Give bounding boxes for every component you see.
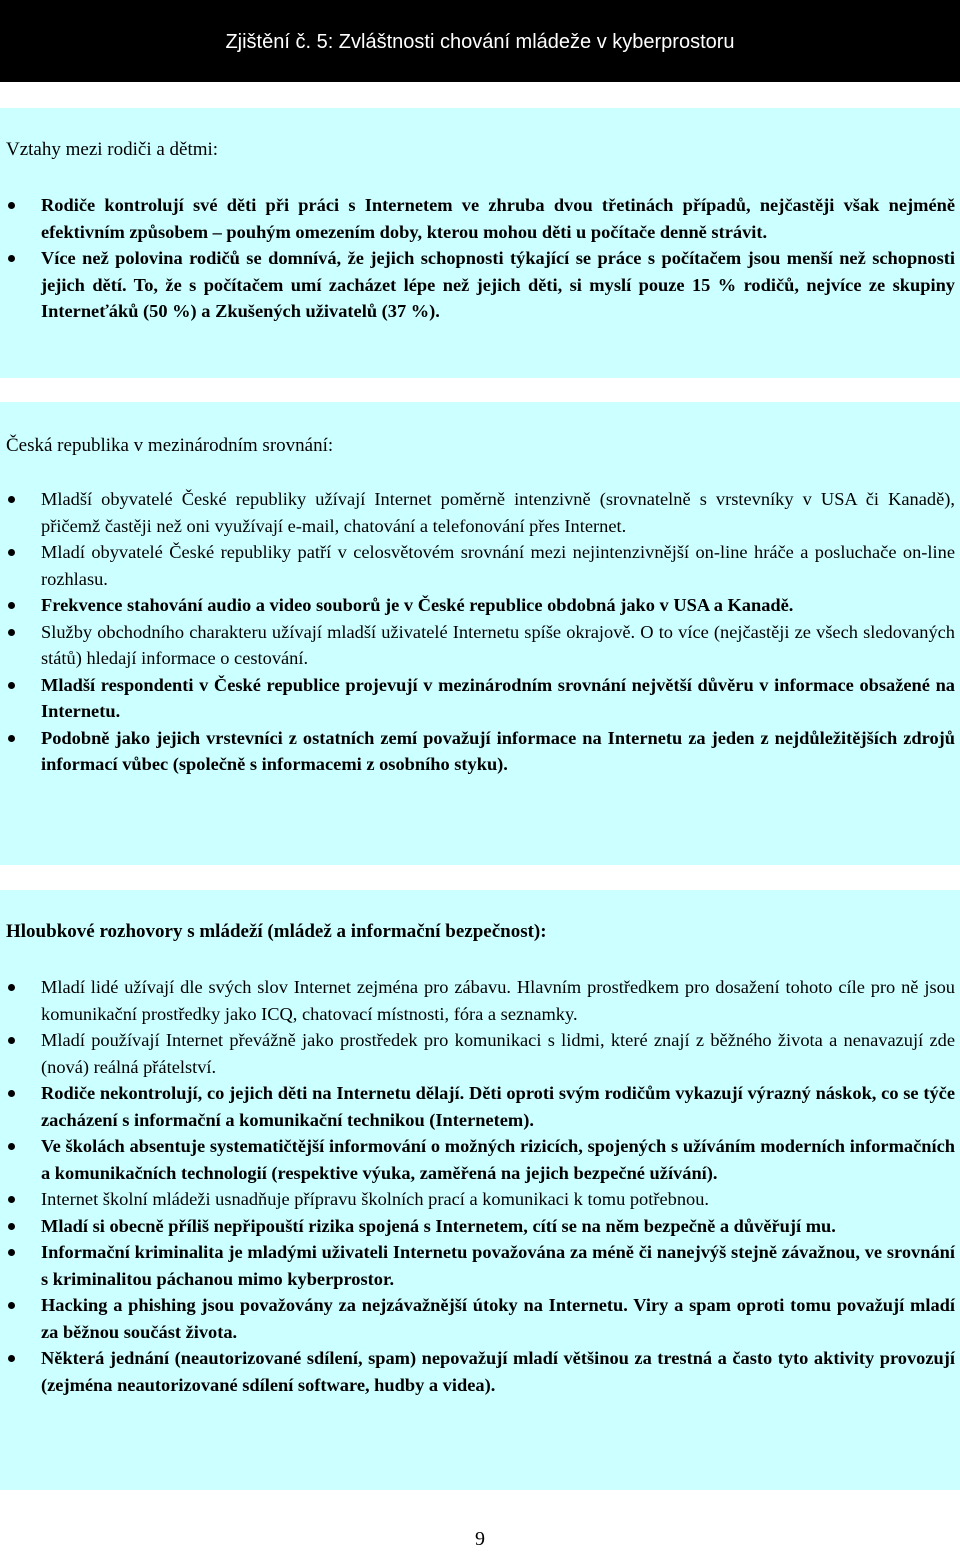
list-item: Mladí lidé užívají dle svých slov Internet zejména pro zábavu. Hlavním prostředkem pro dosažení tohoto cíle pro ně jsou komunikační prostředky jako ICQ, chatovací místnosti, fóra a seznamky. — [0, 974, 960, 1027]
list-item: Mladí používají Internet převážně jako prostředek pro komunikaci s lidmi, které znají z běžného života a nenavazují zde (nová) reálná přátelství. — [0, 1027, 960, 1080]
bullet-icon — [8, 602, 15, 609]
bullet-icon — [8, 984, 15, 991]
page-title: Zjištění č. 5: Zvláštnosti chování mládeže v kyberprostoru — [225, 31, 735, 53]
section-heading: Česká republika v mezinárodním srovnání: — [6, 435, 334, 456]
section-in-depth-interviews — [0, 890, 960, 1490]
bullet-icon — [8, 549, 15, 556]
bullet-icon — [8, 629, 15, 636]
list-item: Některá jednání (neautorizované sdílení, spam) nepovažují mladí většinou za trestná a často tyto aktivity provozují (zejména neautorizované sdílení software, hudby a videa). — [0, 1345, 960, 1398]
list-item: Ve školách absentuje systematičtější informování o možných rizicích, spojených s užíváním moderních informačních a komunikačních technologií (respektive výuka, zaměřená na jejich bezpečné užívání). — [0, 1133, 960, 1186]
bullet-icon — [8, 1196, 15, 1203]
list-item: Více než polovina rodičů se domnívá, že jejich schopnosti týkající se práce s počítačem jsou menší než schopnosti jejich dětí. To, že s počítačem umí zacházet lépe než jejich děti, si myslí pouze 15 % rodičů, nejvíce ze skupiny Interneťáků (50 %) a Zkušených uživatelů (37 %). — [0, 245, 960, 325]
section-parents-children — [0, 108, 960, 378]
bullet-icon — [8, 735, 15, 742]
list-item: Mladí si obecně příliš nepřipouští rizika spojená s Internetem, cítí se na něm bezpečně a důvěřují mu. — [0, 1213, 960, 1240]
page-number: 9 — [475, 1528, 485, 1550]
section-international-comparison — [0, 402, 960, 865]
list-item: Mladí obyvatelé České republiky patří v celosvětovém srovnání mezi nejintenzivnější on-line hráče a posluchače on-line rozhlasu. — [0, 539, 960, 592]
list-item: Mladší respondenti v České republice projevují v mezinárodním srovnání největší důvěru v informace obsažené na Internetu. — [0, 672, 960, 725]
bullet-icon — [8, 1090, 15, 1097]
list-item: Rodiče kontrolují své děti při práci s Internetem ve zhruba dvou třetinách případů, nejčastěji však nejméně efektivním způsobem – pouhým omezením doby, kterou mohou děti u počítače denně strávit. — [0, 192, 960, 245]
bullet-icon — [8, 496, 15, 503]
list-item: Služby obchodního charakteru užívají mladší uživatelé Internetu spíše okrajově. O to více (nejčastěji ze všech sledovaných států) hledají informace o cestování. — [0, 619, 960, 672]
bullet-list — [0, 486, 960, 778]
list-item: Podobně jako jejich vrstevníci z ostatních zemí považují informace na Internetu za jeden z nejdůležitějších zdrojů informací vůbec (společně s informacemi z osobního styku). — [0, 725, 960, 778]
section-heading: Vztahy mezi rodiči a dětmi: — [6, 139, 219, 160]
bullet-icon — [8, 1037, 15, 1044]
title-bar — [0, 0, 960, 82]
list-item: Mladší obyvatelé České republiky užívají Internet poměrně intenzivně (srovnatelně s vrstevníky v USA či Kanadě), přičemž častěji než oni využívají e-mail, chatování a telefonování přes Internet. — [0, 486, 960, 539]
bullet-icon — [8, 202, 15, 209]
bullet-icon — [8, 1355, 15, 1362]
bullet-icon — [8, 255, 15, 262]
bullet-list — [0, 192, 960, 325]
bullet-icon — [8, 1302, 15, 1309]
bullet-icon — [8, 1223, 15, 1230]
bullet-icon — [8, 1249, 15, 1256]
list-item: Rodiče nekontrolují, co jejich děti na Internetu dělají. Děti oproti svým rodičům vykazují výrazný náskok, co se týče zacházení s informační a komunikační technikou (Internetem). — [0, 1080, 960, 1133]
bullet-icon — [8, 682, 15, 689]
bullet-list — [0, 974, 960, 1398]
list-item: Informační kriminalita je mladými uživateli Internetu považována za méně či nanejvýš stejně závažnou, ve srovnání s kriminalitou páchanou mimo kyberprostor. — [0, 1239, 960, 1292]
bullet-icon — [8, 1143, 15, 1150]
list-item: Internet školní mládeži usnadňuje přípravu školních prací a komunikaci k tomu potřebnou. — [0, 1186, 960, 1213]
section-heading: Hloubkové rozhovory s mládeží (mládež a informační bezpečnost): — [6, 921, 547, 942]
list-item: Hacking a phishing jsou považovány za nejzávažnější útoky na Internetu. Viry a spam oproti tomu považují mladí za běžnou součást života. — [0, 1292, 960, 1345]
list-item: Frekvence stahování audio a video souborů je v České republice obdobná jako v USA a Kanadě. — [0, 592, 960, 619]
